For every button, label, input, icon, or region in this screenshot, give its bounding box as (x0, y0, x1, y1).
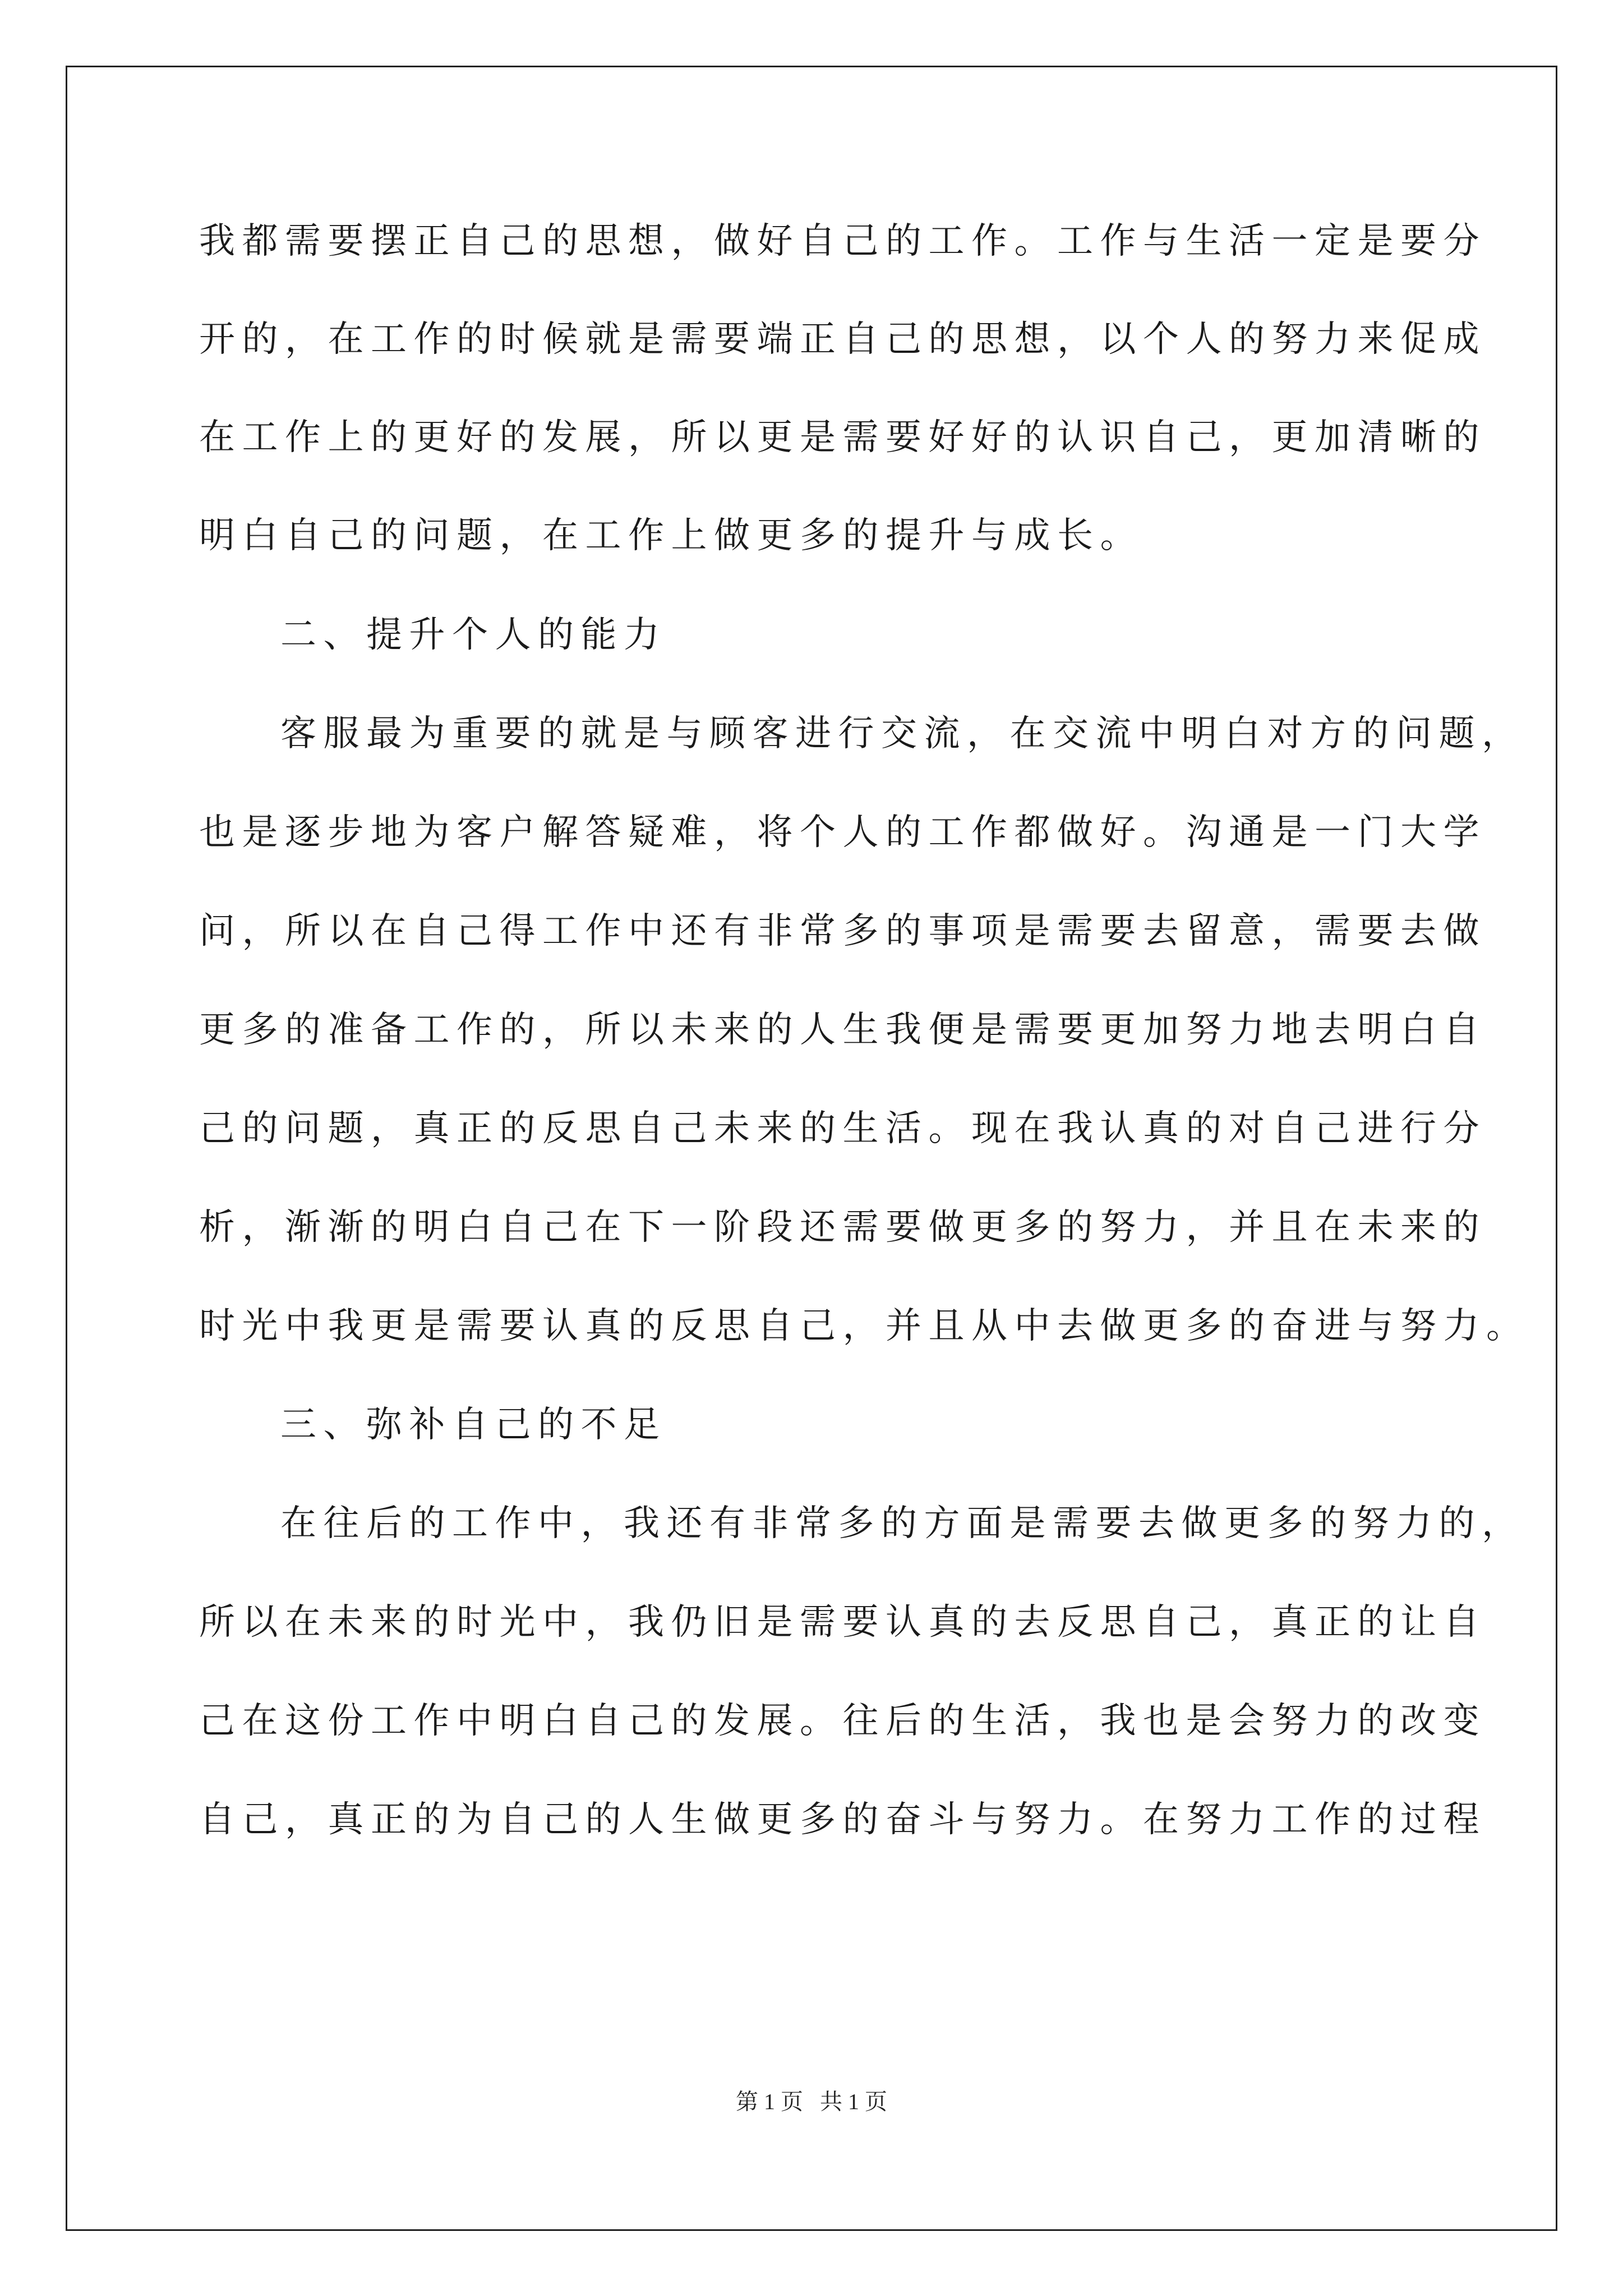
body-text-line: 我都需要摆正自己的思想，做好自己的工作。工作与生活一定是要分 (199, 220, 1486, 262)
body-text-line: 也是逐步地为客户解答疑难，将个人的工作都做好。沟通是一门大学 (199, 812, 1486, 853)
body-text-line: 己的问题，真正的反思自己未来的生活。现在我认真的对自己进行分 (199, 1108, 1486, 1149)
section-heading: 二、提升个人的能力 (280, 614, 667, 656)
section-heading: 三、弥补自己的不足 (280, 1404, 667, 1446)
body-text-line: 自己，真正的为自己的人生做更多的奋斗与努力。在努力工作的过程 (199, 1799, 1486, 1841)
body-text-line: 开的，在工作的时候就是需要端正自己的思想，以个人的努力来促成 (199, 319, 1486, 360)
body-text-line: 更多的准备工作的，所以未来的人生我便是需要更加努力地去明白自 (199, 1009, 1486, 1051)
body-text-line: 在往后的工作中，我还有非常多的方面是需要去做更多的努力的， (280, 1503, 1525, 1544)
body-text-line: 客服最为重要的就是与顾客进行交流，在交流中明白对方的问题， (280, 713, 1525, 754)
body-text-line: 时光中我更是需要认真的反思自己，并且从中去做更多的奋进与努力。 (199, 1305, 1529, 1347)
page-number-footer: 第 1 页 共 1 页 (736, 2089, 887, 2114)
body-text-line: 明白自己的问题，在工作上做更多的提升与成长。 (199, 515, 1143, 556)
body-text-line: 在工作上的更好的发展，所以更是需要好好的认识自己，更加清晰的 (199, 417, 1486, 458)
body-text-line: 己在这份工作中明白自己的发展。往后的生活，我也是会努力的改变 (199, 1700, 1486, 1742)
body-text-line: 析，渐渐的明白自己在下一阶段还需要做更多的努力，并且在未来的 (199, 1207, 1486, 1248)
body-text-line: 问，所以在自己得工作中还有非常多的事项是需要去留意，需要去做 (199, 910, 1486, 952)
body-text-line: 所以在未来的时光中，我仍旧是需要认真的去反思自己，真正的让自 (199, 1602, 1486, 1643)
